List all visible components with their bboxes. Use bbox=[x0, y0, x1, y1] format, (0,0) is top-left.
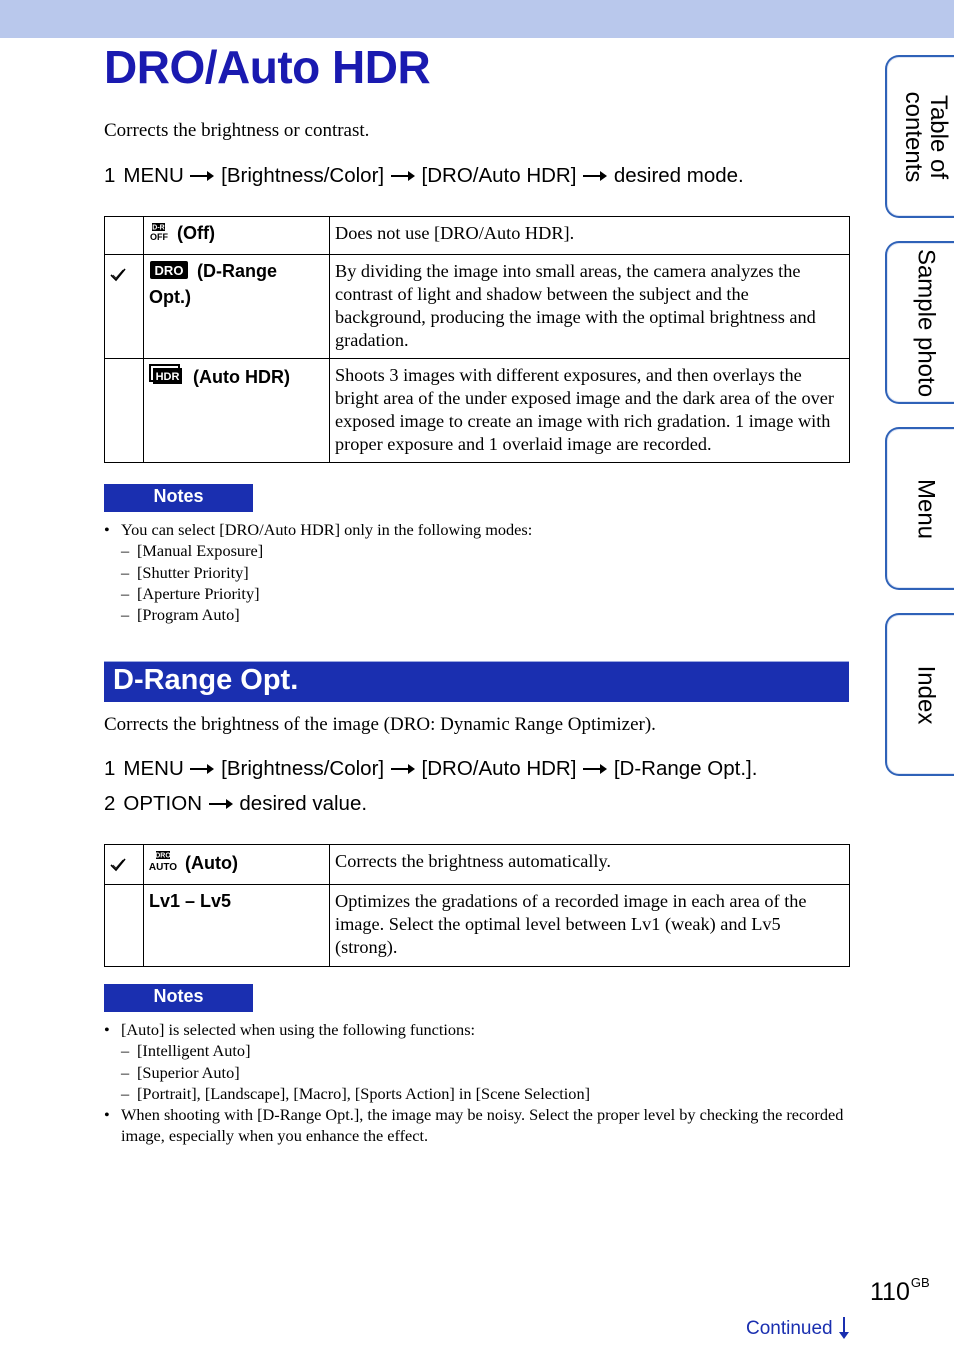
svg-text:DRO: DRO bbox=[155, 852, 171, 860]
note-subitem: – [Superior Auto] bbox=[121, 1062, 240, 1082]
intro-text: Corrects the brightness or contrast. bbox=[104, 120, 370, 141]
note-text: [Auto] is selected when using the following functions: bbox=[121, 1020, 476, 1039]
right-arrow-icon bbox=[582, 763, 608, 775]
note-bullet: • When shooting with [D-Range Opt.], the image may be noisy. Select the proper level by checking the recorded image, especially when you enhance the effect. bbox=[104, 1105, 844, 1146]
note-subitem-text: [Manual Exposure] bbox=[137, 541, 264, 561]
notes-list-1 bbox=[104, 519, 844, 625]
table-row bbox=[105, 217, 850, 255]
mode-desc: By dividing the image into small areas, the camera analyzes the contrast of light and shadow between the subject and the background, producing the image with the optimal brightness and gradation. bbox=[330, 255, 850, 359]
note-bullet: • [Auto] is selected when using the following functions: bbox=[104, 1020, 476, 1039]
mode-name-cell bbox=[144, 255, 330, 359]
tab-label-line: contents bbox=[900, 91, 927, 182]
down-arrow-icon bbox=[838, 1316, 850, 1340]
check-cell bbox=[105, 845, 144, 885]
level-name-cell bbox=[144, 845, 330, 885]
level-desc: Corrects the brightness automatically. bbox=[330, 845, 850, 885]
step-number: 1 bbox=[104, 757, 116, 780]
notes-list-2 bbox=[104, 1019, 844, 1147]
step-brightness: [Brightness/Color] bbox=[221, 164, 385, 187]
mode-table bbox=[104, 216, 850, 463]
table-row bbox=[105, 845, 850, 885]
right-arrow-icon bbox=[390, 763, 416, 775]
level-table bbox=[104, 844, 850, 967]
step-menu: MENU bbox=[123, 164, 184, 187]
note-subitem-text: [Aperture Priority] bbox=[137, 583, 260, 603]
page-number bbox=[870, 1275, 930, 1307]
mode-name: (D-Range Opt.) bbox=[149, 261, 277, 307]
mode-name: (Auto HDR) bbox=[193, 367, 290, 387]
note-bullet: • You can select [DRO/Auto HDR] only in the following modes: bbox=[104, 520, 533, 539]
note-subitem-text: [Program Auto] bbox=[137, 605, 240, 625]
tab-sample-photo[interactable] bbox=[885, 241, 954, 404]
continued-link[interactable] bbox=[746, 1316, 850, 1340]
step-value: desired value. bbox=[239, 792, 368, 815]
level-desc: Optimizes the gradations of a recorded image in each area of the image. Select the optimal level between Lv1 (weak) and Lv5 (strong). bbox=[330, 885, 850, 967]
note-subitem-text: [Superior Auto] bbox=[137, 1062, 240, 1082]
mode-name-cell bbox=[144, 217, 330, 255]
note-text: When shooting with [D-Range Opt.], the image may be noisy. Select the proper level by checking the recorded image, especially when you enhance the effect. bbox=[121, 1105, 844, 1146]
dro-auto-icon bbox=[149, 850, 177, 878]
tab-label: Index bbox=[912, 665, 940, 724]
right-arrow-icon bbox=[189, 170, 215, 182]
tab-table-of-contents[interactable] bbox=[885, 55, 954, 218]
mode-desc: Shoots 3 images with different exposures, and then overlays the bright area of the under exposed image and the dark area of the over exposed image to create an image with rich gradation. 1 image with proper exposure and 1 overlaid image are recorded. bbox=[330, 359, 850, 463]
section-intro: Corrects the brightness of the image (DRO: Dynamic Range Optimizer). bbox=[104, 714, 656, 735]
checkmark-icon bbox=[110, 268, 126, 282]
tab-label: Menu bbox=[912, 478, 940, 539]
tab-label-line: Table of bbox=[925, 94, 952, 179]
right-arrow-icon bbox=[390, 170, 416, 182]
note-subitem-text: [Shutter Priority] bbox=[137, 562, 249, 582]
check-cell bbox=[105, 217, 144, 255]
continued-label: Continued bbox=[746, 1318, 833, 1339]
tab-label: Sample photo bbox=[912, 248, 940, 397]
tab-menu[interactable] bbox=[885, 427, 954, 590]
svg-text:AUTO: AUTO bbox=[149, 862, 177, 872]
check-cell bbox=[105, 255, 144, 359]
table-row bbox=[105, 359, 850, 463]
mode-desc: Does not use [DRO/Auto HDR]. bbox=[330, 217, 850, 255]
note-subitem: – [Shutter Priority] bbox=[121, 562, 249, 582]
step-dro: [DRO/Auto HDR] bbox=[421, 164, 577, 187]
note-subitem-text: [Portrait], [Landscape], [Macro], [Sports Action] in [Scene Selection] bbox=[137, 1083, 591, 1103]
table-row bbox=[105, 255, 850, 359]
level-name-cell bbox=[144, 885, 330, 967]
note-text: You can select [DRO/Auto HDR] only in the following modes: bbox=[121, 520, 533, 539]
step-target: [D-Range Opt.]. bbox=[613, 757, 758, 780]
tab-index[interactable] bbox=[885, 613, 954, 776]
step-dro: [DRO/Auto HDR] bbox=[421, 757, 577, 780]
svg-text:HDR: HDR bbox=[155, 371, 180, 383]
check-cell bbox=[105, 359, 144, 463]
step-2-drange bbox=[104, 792, 367, 816]
table-row bbox=[105, 885, 850, 967]
svg-text:DRO: DRO bbox=[154, 263, 184, 278]
checkmark-icon bbox=[110, 858, 126, 872]
right-arrow-icon bbox=[582, 170, 608, 182]
svg-text:OFF: OFF bbox=[150, 232, 168, 242]
note-subitem: – [Portrait], [Landscape], [Macro], [Sports Action] in [Scene Selection] bbox=[121, 1083, 591, 1103]
step-1 bbox=[104, 164, 744, 188]
dro-icon bbox=[149, 260, 189, 286]
page-number-value: 110 bbox=[870, 1278, 910, 1306]
tab-label bbox=[901, 91, 951, 182]
mode-name: (Off) bbox=[177, 223, 215, 243]
step-number: 2 bbox=[104, 792, 116, 815]
step-option: OPTION bbox=[123, 792, 202, 815]
note-subitem: – [Manual Exposure] bbox=[121, 541, 264, 561]
step-number: 1 bbox=[104, 164, 116, 187]
note-subitem: – [Aperture Priority] bbox=[121, 583, 260, 603]
right-arrow-icon bbox=[208, 798, 234, 810]
hdr-icon bbox=[149, 364, 185, 392]
step-menu: MENU bbox=[123, 757, 184, 780]
level-name: (Auto) bbox=[185, 853, 238, 873]
right-arrow-icon bbox=[189, 763, 215, 775]
level-name: Lv1 – Lv5 bbox=[149, 891, 232, 911]
notes-label: Notes bbox=[104, 984, 253, 1012]
page-title: DRO/Auto HDR bbox=[104, 41, 431, 93]
step-1-drange bbox=[104, 757, 757, 781]
notes-label: Notes bbox=[104, 484, 253, 512]
step-brightness: [Brightness/Color] bbox=[221, 757, 385, 780]
check-cell bbox=[105, 885, 144, 967]
note-subitem: – [Intelligent Auto] bbox=[121, 1041, 251, 1061]
dro-off-icon bbox=[149, 222, 169, 248]
section-title: D-Range Opt. bbox=[113, 664, 299, 696]
step-mode: desired mode. bbox=[613, 164, 744, 187]
section-header bbox=[104, 661, 849, 702]
mode-name-cell bbox=[144, 359, 330, 463]
top-header-bar bbox=[0, 0, 954, 38]
svg-text:D-R: D-R bbox=[152, 224, 165, 232]
note-subitem-text: [Intelligent Auto] bbox=[137, 1041, 251, 1061]
note-subitem: – [Program Auto] bbox=[121, 605, 240, 625]
page-number-suffix: GB bbox=[910, 1275, 930, 1290]
